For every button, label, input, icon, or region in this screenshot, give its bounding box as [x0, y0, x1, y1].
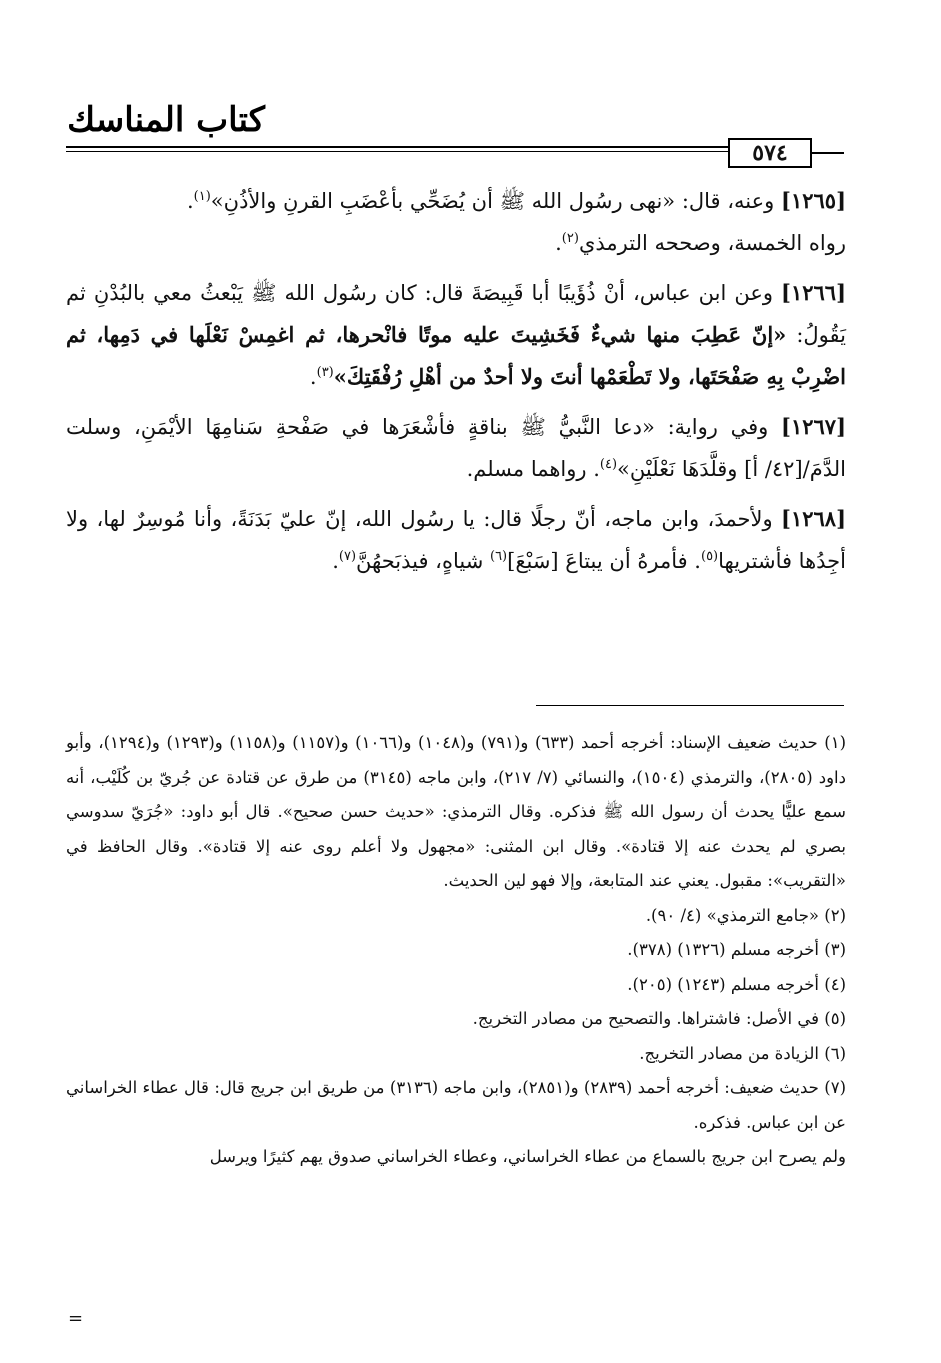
header-rule-thin	[66, 151, 728, 152]
hadith-text-mid: شياهٍ، فيذبَحهُنَّ	[356, 549, 490, 573]
hadith-end: .	[309, 365, 317, 389]
footnote-separator	[536, 705, 844, 706]
hadith-end: .	[555, 231, 562, 255]
footnote-ref: (٣)	[316, 365, 334, 380]
footnote-7-continued: ولم يصرح ابن جريج بالسماع من عطاء الخراساني، وعطاء الخراساني صدوق يهم كثيرًا ويرسل	[209, 1147, 846, 1166]
hadith-quote: «إنّ عَطِبَ منها شيءٌ فَخَشِيتَ عليه موتًا فانْحرها، ثم اغمِسْ نَعْلَها في دَمِها، ثم اضْرِبْ بِهِ صَفْحَتَها، ولا تَطْعَمْها أنتَ ولا أحدٌ من أهْلِ رُفْقَتِكَ»	[66, 322, 846, 389]
hadith-1268	[66, 498, 846, 582]
continuation-mark: =	[68, 1308, 84, 1329]
footnotes	[66, 726, 846, 1175]
footnote-4: (٤) أخرجه مسلم (١٢٤٣) (٢٠٥).	[627, 974, 846, 994]
footnote-ref: (٤)	[599, 457, 618, 472]
footnote-2: (٢) «جامع الترمذي» (٤/ ٩٠).	[645, 905, 846, 925]
hadith-text: ولأحمدَ، وابن ماجه، أنّ رجلًا قال: يا رسُول الله، إنّ عليّ بَدَنَةً، وأنا مُوسِرٌ لها، ولا أجِدُها فأشتريها	[66, 507, 846, 573]
hadith-source: رواه الخمسة، وصححه الترمذي	[578, 231, 846, 255]
hadith-end: .	[332, 549, 339, 573]
footnote-ref: (٢)	[561, 231, 579, 246]
hadith-text: وعن ابن عباس، أنْ ذُؤَيبًا أبا قَبِيصَةَ قال: كان رسُول الله ﷺ يَبْعثُ معي بالبُدْنِ ثم يَقُولُ:	[66, 281, 846, 347]
footnote-ref: (٥)	[700, 549, 719, 564]
footnote-5: (٥) في الأصل: فاشتراها. والتصحيح من مصادر التخريج.	[472, 1009, 846, 1028]
footnote-7: (٧) حديث ضعيف: أخرجه أحمد (٢٨٣٩) و(٢٨٥١)، وابن ماجه (٣١٣٦) من طريق ابن جريج قال: قال عطاء الخراساني عن ابن عباس. فذكره.	[66, 1078, 846, 1132]
header-rule-tail	[812, 152, 844, 154]
footnote-ref: (١)	[193, 189, 211, 204]
footnote-ref: (٧)	[338, 549, 357, 564]
page-number: ٥٧٤	[728, 138, 812, 168]
hadith-1266	[66, 272, 846, 398]
header-rule-thick	[66, 146, 728, 148]
footnote-1: (١) حديث ضعيف الإسناد: أخرجه أحمد (٦٣٣) و(٧٩١) و(١٠٤٨) و(١٠٦٦) و(١١٥٧) و(١١٥٨) و(١٢٩٣) و(١٢٩٤)، وأبو داود (٢٨٠٥)، والترمذي (١٥٠٤)، والنسائي (٧/ ٢١٧)، وابن ماجه (٣١٤٥) من طرق عن قتادة عن جُريّ بن كُلَيْب، أنه سمع عليًّا يحدث أن رسول الله ﷺ فذكره. وقال الترمذي: «حديث حسن صحيح». قال أبو داود: «جُرَيّ سدوسي بصري لم يحدث عنه إلا قتادة». وقال ابن المثنى: «مجهول ولا أعلم روى عنه إلا قتادة». وقال الحافظ في «التقريب»: مقبول. يعني عند المتابعة، وإلا فهو لين الحديث.	[66, 733, 847, 890]
hadith-number: [١٢٦٨]	[781, 506, 846, 531]
hadith-text: وعنه، قال: «نهى رسُول الله ﷺ أن يُضَحِّي بأعْضَبِ القرنِ والأذُنِ»	[210, 189, 781, 213]
hadith-1265	[66, 180, 846, 264]
hadith-text: وفي رواية: «دعا النَّبيُّ ﷺ بناقةٍ فأشْعَرَها في صَفْحةِ سَنامِهَا الأيْمَنِ، وسلت الدَّمَ/[٤٢/ أ] وقلَّدَهَا نَعْلَيْنِ»	[66, 415, 846, 481]
hadith-text-mid: . فأمرهُ أن يبتاعَ [سَبْعَ]	[507, 549, 701, 573]
hadith-number: [١٢٦٥]	[781, 188, 846, 213]
footnote-6: (٦) الزيادة من مصادر التخريج.	[639, 1043, 846, 1063]
hadith-number: [١٢٦٦]	[781, 280, 846, 305]
main-text	[66, 180, 846, 590]
hadith-1267	[66, 406, 846, 490]
footnote-ref: (٦)	[489, 549, 508, 564]
book-title: كتاب المناسك	[67, 100, 265, 140]
hadith-number: [١٢٦٧]	[781, 414, 846, 439]
hadith-end: . رواهما مسلم.	[466, 457, 600, 481]
hadith-end: .	[186, 189, 194, 213]
footnote-3: (٣) أخرجه مسلم (١٣٢٦) (٣٧٨).	[627, 940, 846, 959]
